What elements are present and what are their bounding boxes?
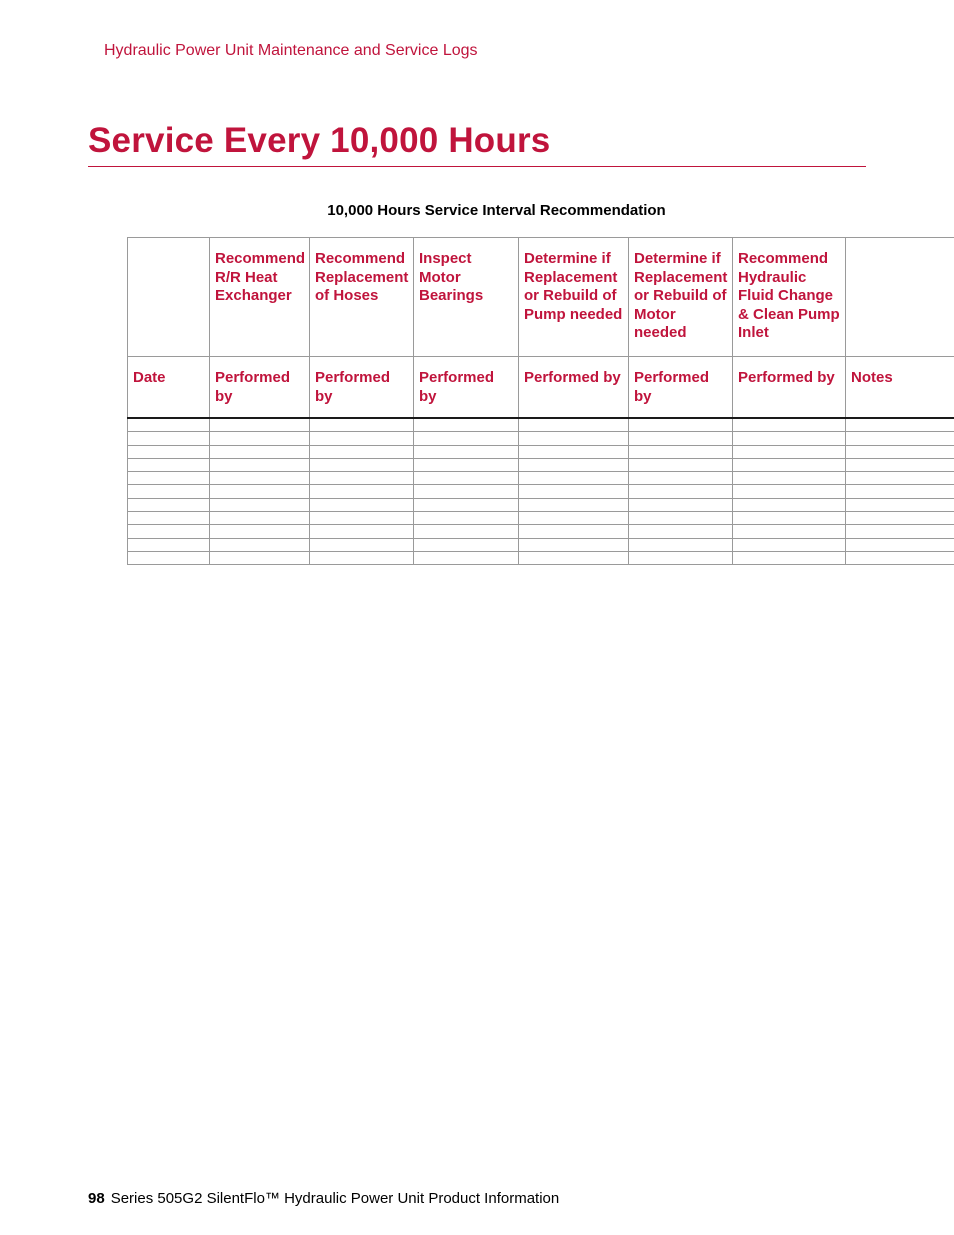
log-entry-cell[interactable]	[629, 498, 733, 511]
log-entry-cell[interactable]	[519, 432, 629, 445]
task-header-hoses: Recommend Replacement of Hoses	[310, 238, 414, 357]
log-entry-cell[interactable]	[210, 418, 310, 432]
log-entry-cell[interactable]	[519, 445, 629, 458]
log-entry-cell[interactable]	[128, 432, 210, 445]
log-entry-cell[interactable]	[846, 512, 954, 525]
log-entry-cell[interactable]	[414, 472, 519, 485]
task-header-row	[128, 238, 954, 357]
running-header: Hydraulic Power Unit Maintenance and Service Logs	[104, 42, 478, 59]
column-header-performed-by: Performed by	[310, 357, 414, 419]
log-entry-cell[interactable]	[210, 458, 310, 471]
log-entry-cell[interactable]	[733, 418, 846, 432]
log-entry-cell[interactable]	[629, 458, 733, 471]
log-entry-cell[interactable]	[629, 525, 733, 538]
column-header-performed-by: Performed by	[733, 357, 846, 419]
log-entry-cell[interactable]	[310, 525, 414, 538]
task-header-fluid-change: Recommend Hydraulic Fluid Change & Clean Pump Inlet	[733, 238, 846, 357]
log-entry-cell[interactable]	[128, 485, 210, 498]
log-entry-cell[interactable]	[733, 538, 846, 551]
log-entry-cell[interactable]	[310, 432, 414, 445]
log-entry-cell[interactable]	[210, 538, 310, 551]
column-header-row	[128, 357, 954, 419]
page-title: Service Every 10,000 Hours	[88, 121, 551, 160]
log-entry-cell[interactable]	[128, 525, 210, 538]
table-row	[128, 418, 954, 432]
table-row	[128, 432, 954, 445]
table-row	[128, 525, 954, 538]
log-entry-cell[interactable]	[846, 525, 954, 538]
task-header-motor: Determine if Replacement or Rebuild of Motor needed	[629, 238, 733, 357]
log-entry-cell[interactable]	[846, 551, 954, 564]
log-entry-cell[interactable]	[128, 445, 210, 458]
service-log-table	[127, 237, 954, 565]
log-entry-cell[interactable]	[310, 472, 414, 485]
log-entry-cell[interactable]	[846, 538, 954, 551]
task-header-pump: Determine if Replacement or Rebuild of Pump needed	[519, 238, 629, 357]
log-entry-cell[interactable]	[310, 458, 414, 471]
log-entry-cell[interactable]	[519, 538, 629, 551]
log-entry-cell[interactable]	[414, 432, 519, 445]
log-entry-cell[interactable]	[519, 458, 629, 471]
page-footer	[88, 1190, 559, 1207]
table-row	[128, 551, 954, 564]
table-row	[128, 485, 954, 498]
table-row	[128, 472, 954, 485]
log-entry-cell[interactable]	[733, 512, 846, 525]
log-entry-cell[interactable]	[414, 498, 519, 511]
log-entry-cell[interactable]	[414, 458, 519, 471]
log-entry-cell[interactable]	[846, 498, 954, 511]
log-entry-cell[interactable]	[414, 538, 519, 551]
log-entry-cell[interactable]	[310, 485, 414, 498]
log-entry-cell[interactable]	[128, 472, 210, 485]
log-entry-cell[interactable]	[733, 525, 846, 538]
log-entry-cell[interactable]	[310, 538, 414, 551]
log-entry-cell[interactable]	[629, 418, 733, 432]
log-entry-cell[interactable]	[519, 472, 629, 485]
log-entry-cell[interactable]	[733, 472, 846, 485]
log-entry-cell[interactable]	[128, 498, 210, 511]
log-entry-cell[interactable]	[210, 432, 310, 445]
column-header-performed-by: Performed by	[414, 357, 519, 419]
log-entry-cell[interactable]	[629, 432, 733, 445]
log-entry-cell[interactable]	[414, 418, 519, 432]
log-entry-cell[interactable]	[846, 445, 954, 458]
log-entry-cell[interactable]	[128, 418, 210, 432]
log-entry-cell[interactable]	[733, 432, 846, 445]
task-header-motor-bearings: Inspect Motor Bearings	[414, 238, 519, 357]
table-row	[128, 445, 954, 458]
log-entry-cell[interactable]	[629, 445, 733, 458]
table-row	[128, 512, 954, 525]
log-entry-cell[interactable]	[310, 551, 414, 564]
log-entry-cell[interactable]	[629, 485, 733, 498]
log-entry-cell[interactable]	[519, 498, 629, 511]
log-entry-cell[interactable]	[733, 485, 846, 498]
log-entry-cell[interactable]	[519, 525, 629, 538]
log-entry-cell[interactable]	[846, 458, 954, 471]
column-header-date: Date	[128, 357, 210, 419]
log-entry-cell[interactable]	[414, 445, 519, 458]
log-entry-cell[interactable]	[128, 458, 210, 471]
task-header-blank	[128, 238, 210, 357]
log-entry-cell[interactable]	[128, 551, 210, 564]
log-entry-cell[interactable]	[733, 445, 846, 458]
footer-text: Series 505G2 SilentFlo™ Hydraulic Power Unit Product Information	[110, 1190, 560, 1207]
log-entry-cell[interactable]	[846, 472, 954, 485]
log-entry-cell[interactable]	[310, 498, 414, 511]
log-entry-cell[interactable]	[210, 445, 310, 458]
log-entry-cell[interactable]	[846, 432, 954, 445]
log-entry-cell[interactable]	[210, 498, 310, 511]
log-entry-cell[interactable]	[414, 485, 519, 498]
log-entry-cell[interactable]	[210, 551, 310, 564]
log-entry-cell[interactable]	[519, 512, 629, 525]
log-entry-cell[interactable]	[128, 538, 210, 551]
table-row	[128, 538, 954, 551]
table-row	[128, 458, 954, 471]
log-entry-cell[interactable]	[629, 472, 733, 485]
table-caption: 10,000 Hours Service Interval Recommendation	[327, 202, 666, 219]
log-entry-cell[interactable]	[733, 551, 846, 564]
log-entry-cell[interactable]	[846, 485, 954, 498]
log-entry-cell[interactable]	[210, 525, 310, 538]
log-entry-cell[interactable]	[519, 418, 629, 432]
log-entry-cell[interactable]	[310, 512, 414, 525]
page-number: 98	[88, 1190, 105, 1207]
log-entry-cell[interactable]	[519, 485, 629, 498]
title-rule	[88, 166, 866, 167]
log-entry-cell[interactable]	[128, 512, 210, 525]
column-header-performed-by: Performed by	[519, 357, 629, 419]
column-header-notes: Notes	[846, 357, 954, 419]
log-body	[128, 418, 954, 565]
task-header-notes-blank	[846, 238, 954, 357]
table-row	[128, 498, 954, 511]
column-header-performed-by: Performed by	[210, 357, 310, 419]
task-header-heat-exchanger: Recommend R/R Heat Exchanger	[210, 238, 310, 357]
log-entry-cell[interactable]	[629, 551, 733, 564]
log-entry-cell[interactable]	[629, 512, 733, 525]
log-entry-cell[interactable]	[414, 525, 519, 538]
log-entry-cell[interactable]	[210, 472, 310, 485]
log-entry-cell[interactable]	[414, 551, 519, 564]
column-header-performed-by: Performed by	[629, 357, 733, 419]
log-entry-cell[interactable]	[846, 418, 954, 432]
log-entry-cell[interactable]	[733, 498, 846, 511]
log-entry-cell[interactable]	[733, 458, 846, 471]
log-entry-cell[interactable]	[414, 512, 519, 525]
log-entry-cell[interactable]	[210, 485, 310, 498]
log-entry-cell[interactable]	[629, 538, 733, 551]
log-entry-cell[interactable]	[519, 551, 629, 564]
log-entry-cell[interactable]	[310, 445, 414, 458]
log-entry-cell[interactable]	[310, 418, 414, 432]
log-entry-cell[interactable]	[210, 512, 310, 525]
